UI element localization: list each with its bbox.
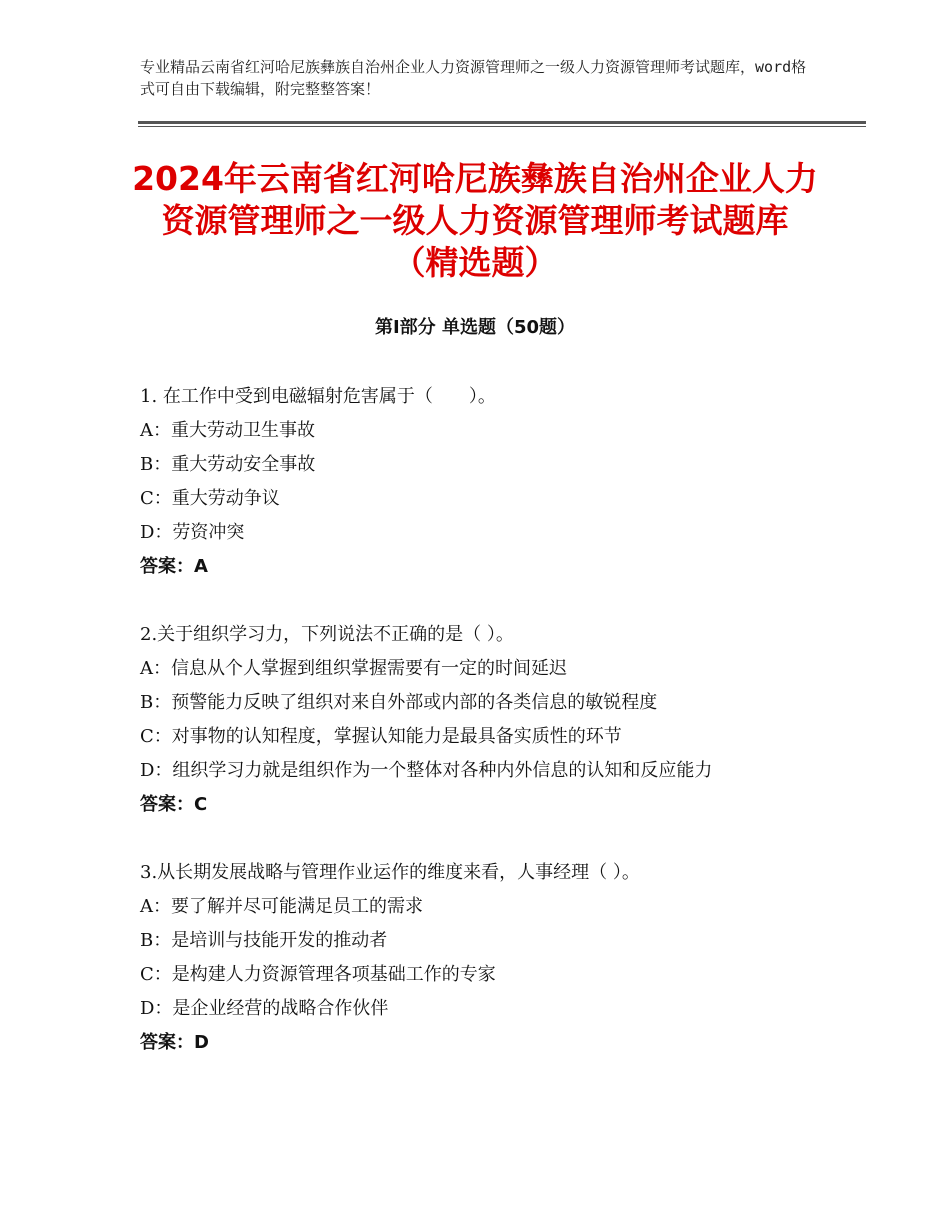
header-divider <box>138 121 866 124</box>
question-list <box>140 380 820 1094</box>
option-c: C：重大劳动争议 <box>140 488 280 509</box>
option-c: C：是构建人力资源管理各项基础工作的专家 <box>140 964 496 985</box>
option-a: A：重大劳动卫生事故 <box>140 420 315 441</box>
option-d: D：组织学习力就是组织作为一个整体对各种内外信息的认知和反应能力 <box>140 760 713 781</box>
option-a: A：要了解并尽可能满足员工的需求 <box>140 896 423 917</box>
question-1 <box>140 380 820 584</box>
document-title: 2024年云南省红河哈尼族彝族自治州企业人力资源管理师之一级人力资源管理师考试题库（精选题） <box>132 159 818 282</box>
answer: 答案：C <box>140 794 208 815</box>
answer: 答案：A <box>140 556 208 577</box>
question-2 <box>140 618 820 822</box>
question-stem: 3.从长期发展战略与管理作业运作的维度来看，人事经理（ ）。 <box>140 862 640 883</box>
answer: 答案：D <box>140 1032 209 1053</box>
header-note: 专业精品云南省红河哈尼族彝族自治州企业人力资源管理师之一级人力资源管理师考试题库，word格式可自由下载编辑，附完整整答案！ <box>140 58 807 98</box>
option-d: D：劳资冲突 <box>140 522 245 543</box>
option-d: D：是企业经营的战略合作伙伴 <box>140 998 389 1019</box>
question-stem: 2.关于组织学习力，下列说法不正确的是（ ）。 <box>140 624 514 645</box>
option-b: B：重大劳动安全事故 <box>140 454 316 475</box>
question-3 <box>140 856 820 1060</box>
section-title: 第Ⅰ部分 单选题（50题） <box>374 317 575 338</box>
option-b: B：预警能力反映了组织对来自外部或内部的各类信息的敏锐程度 <box>140 692 658 713</box>
question-stem: 1. 在工作中受到电磁辐射危害属于（ ）。 <box>140 386 496 407</box>
option-c: C：对事物的认知程度，掌握认知能力是最具备实质性的环节 <box>140 726 622 747</box>
option-b: B：是培训与技能开发的推动者 <box>140 930 388 951</box>
option-a: A：信息从个人掌握到组织掌握需要有一定的时间延迟 <box>140 658 567 679</box>
